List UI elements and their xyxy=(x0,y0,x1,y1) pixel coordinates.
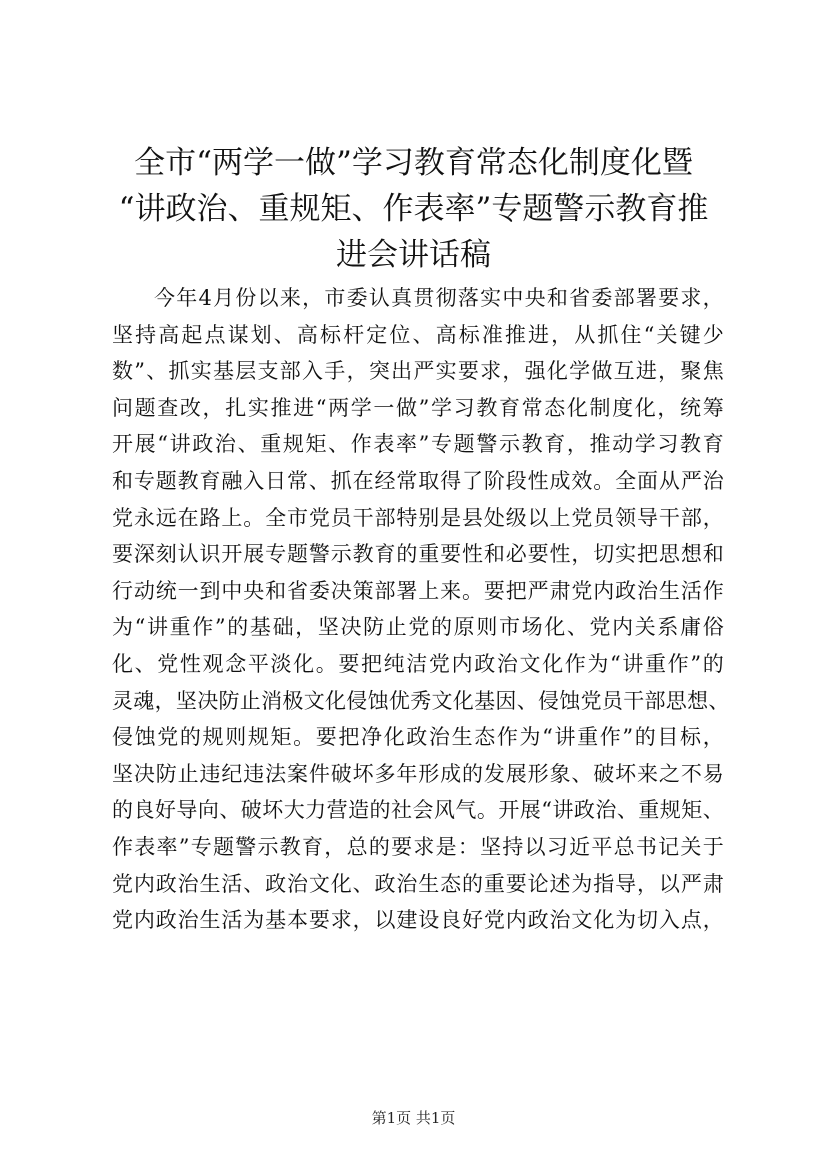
body-line: 今年4月份以来，市委认真贯彻落实中央和省委部署要求， xyxy=(154,286,724,310)
body-paragraph xyxy=(112,280,730,939)
body-line: 化、党性观念平淡化。要把纯洁党内政治文化作为“讲重作”的 xyxy=(112,651,724,676)
document-title xyxy=(100,140,727,278)
body-line: 灵魂，坚决防止消极文化侵蚀优秀文化基因、侵蚀党员干部思想、 xyxy=(112,688,730,713)
body-line: 开展“讲政治、重规矩、作表率”专题警示教育，推动学习教育 xyxy=(112,432,724,457)
body-line: 坚决防止违纪违法案件破坏多年形成的发展形象、破坏来之不易 xyxy=(112,761,724,786)
body-line: 侵蚀党的规则规矩。要把净化政治生态作为“讲重作”的目标， xyxy=(112,725,724,750)
body-line: 要深刻认识开展专题警示教育的重要性和必要性，切实把思想和 xyxy=(112,542,724,567)
body-line: 作表率”专题警示教育，总的要求是：坚持以习近平总书记关于 xyxy=(112,834,724,859)
body-line: 为“讲重作”的基础，坚决防止党的原则市场化、党内关系庸俗 xyxy=(112,615,724,640)
body-line: 问题查改，扎实推进“两学一做”学习教育常态化制度化，统筹 xyxy=(112,395,724,420)
body-line: 党内政治生活为基本要求，以建设良好党内政治文化为切入点， xyxy=(112,908,724,933)
body-line: 行动统一到中央和省委决策部署上来。要把严肃党内政治生活作 xyxy=(112,578,724,603)
page-number-footer: 第1页 共1页 xyxy=(371,1109,456,1127)
body-line: 坚持高起点谋划、高标杆定位、高标准推进，从抓住“关键少 xyxy=(112,322,724,347)
body-line: 党内政治生活、政治文化、政治生态的重要论述为指导，以严肃 xyxy=(112,871,724,896)
title-line-2: “讲政治、重规矩、作表率”专题警示教育推 xyxy=(118,191,709,227)
body-line: 党永远在路上。全市党员干部特别是县处级以上党员领导干部， xyxy=(112,505,724,530)
title-line-1: 全市“两学一做”学习教育常态化制度化暨 xyxy=(134,145,693,181)
body-line: 的良好导向、破坏大力营造的社会风气。开展“讲政治、重规矩、 xyxy=(112,798,724,823)
body-line: 数”、抓实基层支部入手，突出严实要求，强化学做互进，聚焦 xyxy=(112,359,724,384)
body-line: 和专题教育融入日常、抓在经常取得了阶段性成效。全面从严治 xyxy=(112,468,724,493)
title-line-3: 进会讲话稿 xyxy=(336,237,491,273)
